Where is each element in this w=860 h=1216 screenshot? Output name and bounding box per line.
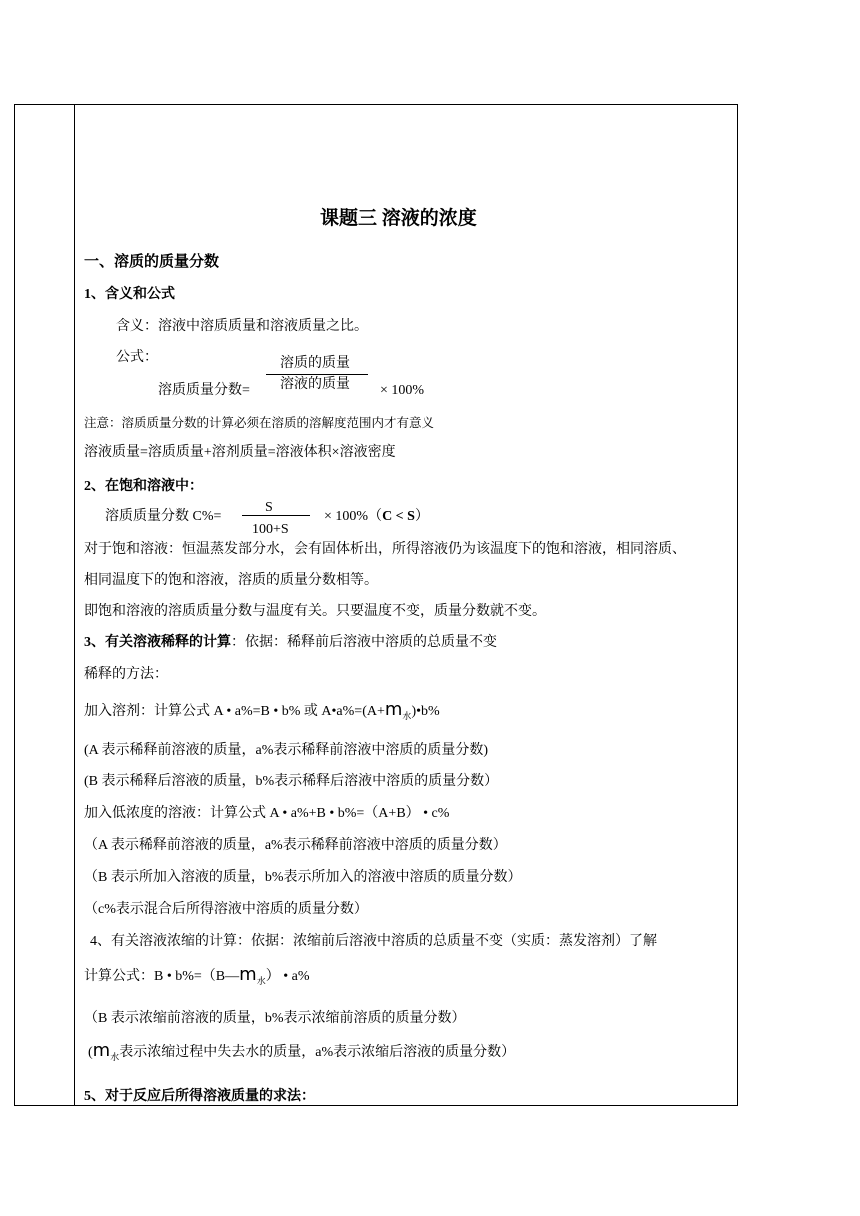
description-text: ($m_水$表示浓缩过程中失去水的质量，a%表示浓缩后溶液的质量分数）: [88, 1040, 516, 1062]
formula-lhs: 溶质质量分数 C%=: [105, 509, 222, 524]
method-label: 稀释的方法：: [84, 667, 168, 682]
subsection-heading: 2、在饱和溶液中：: [84, 479, 203, 494]
formula-label: 公式：: [116, 350, 158, 365]
table-column-divider: [74, 104, 75, 1106]
section-heading: 一、溶质的质量分数: [84, 254, 220, 270]
fraction-denominator: 溶液的质量: [280, 377, 350, 392]
subsection-heading: 1、含义和公式: [84, 287, 175, 302]
definition-text: 含义：溶液中溶质质量和溶液质量之比。: [116, 319, 368, 334]
fraction-bar: [266, 374, 368, 375]
paragraph-text: 相同温度下的饱和溶液，溶质的质量分数相等。: [84, 573, 378, 588]
mass-relation-text: 溶液质量=溶质质量+溶剂质量=溶液体积×溶液密度: [84, 445, 396, 460]
page-title: 课题三 溶液的浓度: [320, 208, 477, 229]
subsection-heading: 5、对于反应后所得溶液质量的求法：: [84, 1089, 315, 1104]
description-text: (B 表示稀释后溶液的质量，b%表示稀释后溶液中溶质的质量分数）: [84, 774, 499, 789]
description-text: （A 表示稀释前溶液的质量，a%表示稀释前溶液中溶质的质量分数）: [84, 838, 507, 853]
formula-times: × 100%: [380, 383, 425, 398]
description-text: （c%表示混合后所得溶液中溶质的质量分数）: [84, 902, 368, 917]
description-text: （B 表示浓缩前溶液的质量，b%表示浓缩前溶质的质量分数）: [84, 1011, 466, 1026]
formula-text: 计算公式：B • $b\%=(B—m_水)$ • a%: [84, 964, 310, 986]
formula-text: 加入低浓度的溶液：计算公式 A • a%+B • b%=（A+B） • c%: [84, 806, 450, 821]
fraction-numerator: 溶质的质量: [280, 356, 350, 371]
formula-text: 加入溶剂：计算公式 A • a%=B • b% 或 $A•a\%=(A+m_水)•b\%$: [84, 699, 440, 721]
formula-condition: C < S: [382, 509, 415, 524]
description-text: (A 表示稀释前溶液的质量，a%表示稀释前溶液中溶质的质量分数): [84, 743, 489, 758]
fraction-denominator: 100+S: [252, 522, 289, 537]
paragraph-text: 对于饱和溶液：恒温蒸发部分水，会有固体析出，所得溶液仍为该温度下的饱和溶液，相同溶质、: [84, 542, 686, 557]
note-text: 注意：溶质质量分数的计算必须在溶质的溶解度范围内才有意义: [84, 416, 435, 430]
subsection-heading: 4、有关溶液浓缩的计算：依据：浓缩前后溶液中溶质的总质量不变（实质：蒸发溶剂）了解: [90, 934, 657, 949]
description-text: （B 表示所加入溶液的质量，b%表示所加入的溶液中溶质的质量分数）: [84, 870, 522, 885]
subsection-heading: 3、有关溶液稀释的计算：依据：稀释前后溶液中溶质的总质量不变: [84, 635, 497, 650]
formula-times: × 100%（C < S）: [324, 509, 429, 524]
paragraph-text: 即饱和溶液的溶质质量分数与温度有关。只要温度不变，质量分数就不变。: [84, 604, 546, 619]
fraction-bar: [242, 515, 310, 516]
formula-lhs: 溶质质量分数=: [158, 383, 250, 398]
fraction-numerator: S: [265, 500, 273, 515]
